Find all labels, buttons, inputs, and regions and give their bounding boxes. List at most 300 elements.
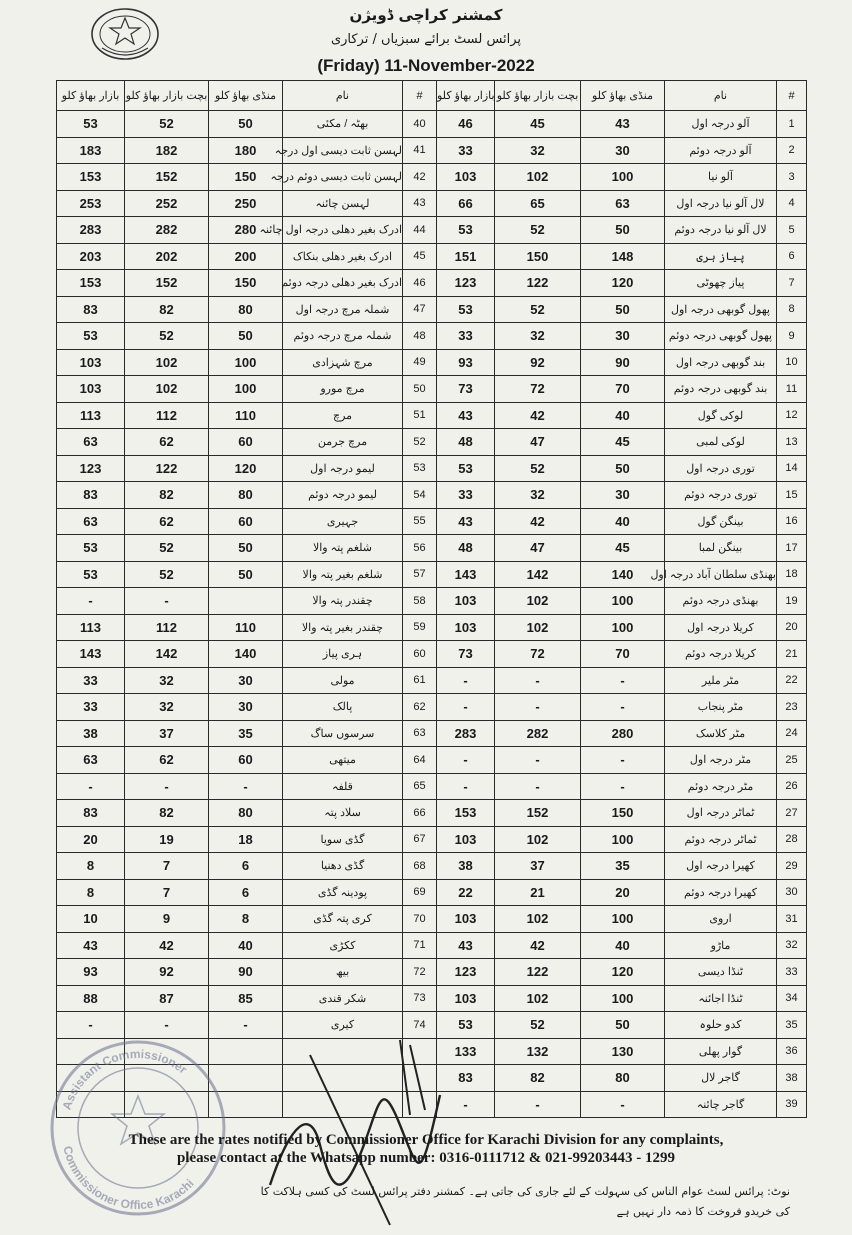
cell-serial-number: 49 bbox=[403, 349, 437, 376]
cell-serial-number: 54 bbox=[403, 482, 437, 509]
cell-bazar-price: - bbox=[437, 773, 495, 800]
cell-bazar-price: 63 bbox=[57, 429, 125, 456]
cell-serial-number: 60 bbox=[403, 641, 437, 668]
cell-serial-number: 11 bbox=[777, 376, 807, 403]
cell-serial-number: 21 bbox=[777, 641, 807, 668]
table-row bbox=[437, 853, 807, 880]
cell-item-name: کری پتہ گڈی bbox=[283, 906, 403, 933]
cell-mandi-price: 100 bbox=[581, 906, 665, 933]
table-row bbox=[437, 482, 807, 509]
table-row bbox=[437, 429, 807, 456]
cell-item-name: ادرک بغیر دھلی درجہ اول چائنہ bbox=[283, 217, 403, 244]
svg-text:Assistant Commissioner bbox=[60, 1047, 190, 1112]
cell-serial-number: 31 bbox=[777, 906, 807, 933]
cell-serial-number: 3 bbox=[777, 164, 807, 191]
table-row bbox=[437, 111, 807, 138]
cell-bazar-price: 8 bbox=[57, 853, 125, 880]
table-row bbox=[57, 482, 437, 509]
cell-serial-number: 63 bbox=[403, 720, 437, 747]
cell-mandi-price: 45 bbox=[581, 429, 665, 456]
cell-mandi-price: 40 bbox=[581, 508, 665, 535]
cell-mandi-price: 120 bbox=[581, 959, 665, 986]
cell-bazar-price: 53 bbox=[57, 323, 125, 350]
cell-bachat-price: 47 bbox=[495, 535, 581, 562]
cell-item-name: مولی bbox=[283, 667, 403, 694]
cell-bazar-price: 133 bbox=[437, 1038, 495, 1065]
cell-mandi-price: 63 bbox=[581, 190, 665, 217]
cell-bachat-price: 142 bbox=[495, 561, 581, 588]
cell-bachat-price: 42 bbox=[495, 508, 581, 535]
cell-item-name: کیری bbox=[283, 1012, 403, 1039]
cell-serial-number: 52 bbox=[403, 429, 437, 456]
cell-item-name: گاجر چائنہ bbox=[665, 1091, 777, 1118]
table-row bbox=[57, 243, 437, 270]
table-row bbox=[437, 826, 807, 853]
cell-bachat-price: 65 bbox=[495, 190, 581, 217]
cell-item-name: مرچ جرمن bbox=[283, 429, 403, 456]
cell-mandi-price: 80 bbox=[209, 800, 283, 827]
cell-mandi-price: 110 bbox=[209, 402, 283, 429]
cell-bachat-price: 102 bbox=[495, 614, 581, 641]
table-row bbox=[57, 853, 437, 880]
table-row bbox=[437, 535, 807, 562]
cell-bazar-price: 43 bbox=[437, 402, 495, 429]
cell-mandi-price: 60 bbox=[209, 508, 283, 535]
cell-bazar-price: 93 bbox=[437, 349, 495, 376]
cell-bazar-price: - bbox=[57, 588, 125, 615]
cell-bachat-price: 122 bbox=[125, 455, 209, 482]
table-row bbox=[437, 906, 807, 933]
cell-bachat-price: - bbox=[495, 773, 581, 800]
cell-mandi-price: 110 bbox=[209, 614, 283, 641]
cell-serial-number: 32 bbox=[777, 932, 807, 959]
column-header-bazar: بازار بھاؤ کلو bbox=[57, 81, 125, 111]
cell-bazar-price: 73 bbox=[437, 641, 495, 668]
cell-bachat-price: 122 bbox=[495, 959, 581, 986]
cell-mandi-price: 60 bbox=[209, 429, 283, 456]
cell-bazar-price: 66 bbox=[437, 190, 495, 217]
price-table-left bbox=[56, 80, 437, 1118]
cell-item-name: لال آلو نیا درجہ دوئم bbox=[665, 217, 777, 244]
cell-mandi-price: 30 bbox=[209, 667, 283, 694]
column-header-bachat: بچت بازار بھاؤ کلو bbox=[125, 81, 209, 111]
table-row bbox=[57, 429, 437, 456]
cell-serial-number: 62 bbox=[403, 694, 437, 721]
cell-bachat-price: - bbox=[125, 588, 209, 615]
column-header-mandi: منڈی بھاؤ کلو bbox=[581, 81, 665, 111]
cell-serial-number: 58 bbox=[403, 588, 437, 615]
table-row bbox=[57, 508, 437, 535]
cell-mandi-price: 100 bbox=[209, 376, 283, 403]
cell-serial-number: 61 bbox=[403, 667, 437, 694]
cell-bachat-price: 62 bbox=[125, 508, 209, 535]
cell-serial-number: 72 bbox=[403, 959, 437, 986]
cell-bachat-price: 52 bbox=[125, 323, 209, 350]
cell-item-name: لہسن ثابت دیسی اول درجہ bbox=[283, 137, 403, 164]
cell-bachat-price: 47 bbox=[495, 429, 581, 456]
cell-bazar-price: 53 bbox=[57, 111, 125, 138]
cell-serial-number: 27 bbox=[777, 800, 807, 827]
cell-item-name: پیاز ہری bbox=[665, 243, 777, 270]
cell-item-name: بینگن لمبا bbox=[665, 535, 777, 562]
cell-bachat-price: 102 bbox=[125, 376, 209, 403]
table-header-row bbox=[57, 81, 437, 111]
table-row bbox=[437, 323, 807, 350]
cell-mandi-price: 50 bbox=[209, 561, 283, 588]
cell-bachat-price: 52 bbox=[495, 296, 581, 323]
cell-bazar-price: 83 bbox=[57, 800, 125, 827]
cell-item-name: لہسن چائنہ bbox=[283, 190, 403, 217]
cell-item-name: چقندر بغیر پتہ والا bbox=[283, 614, 403, 641]
cell-serial-number: 68 bbox=[403, 853, 437, 880]
cell-bazar-price: 53 bbox=[437, 217, 495, 244]
cell-bazar-price: 153 bbox=[437, 800, 495, 827]
cell-item-name: بینگن گول bbox=[665, 508, 777, 535]
cell-bachat-price: 92 bbox=[495, 349, 581, 376]
table-row bbox=[57, 296, 437, 323]
cell-mandi-price: 150 bbox=[209, 164, 283, 191]
table-row bbox=[57, 455, 437, 482]
cell-serial-number: 50 bbox=[403, 376, 437, 403]
cell-serial-number: 10 bbox=[777, 349, 807, 376]
cell-bazar-price: 153 bbox=[57, 164, 125, 191]
cell-bazar-price: 53 bbox=[437, 1012, 495, 1039]
cell-mandi-price: - bbox=[581, 667, 665, 694]
cell-bazar-price: 63 bbox=[57, 508, 125, 535]
cell-serial-number: 20 bbox=[777, 614, 807, 641]
cell-mandi-price: - bbox=[581, 773, 665, 800]
table-row bbox=[437, 1065, 807, 1092]
cell-serial-number: 70 bbox=[403, 906, 437, 933]
cell-mandi-price: 60 bbox=[209, 747, 283, 774]
cell-serial-number: 51 bbox=[403, 402, 437, 429]
cell-mandi-price: 150 bbox=[581, 800, 665, 827]
cell-bachat-price: 132 bbox=[495, 1038, 581, 1065]
cell-bazar-price: 43 bbox=[437, 932, 495, 959]
cell-bachat-price: 21 bbox=[495, 879, 581, 906]
cell-serial-number: 1 bbox=[777, 111, 807, 138]
table-row bbox=[437, 1012, 807, 1039]
cell-bachat-price: 102 bbox=[125, 349, 209, 376]
page-subtitle: پرائس لسٹ برائے سبزیاں / ترکاری bbox=[330, 32, 522, 47]
cell-item-name: آلو درجہ اول bbox=[665, 111, 777, 138]
stamp-outer-text: Assistant Commissioner bbox=[59, 1046, 190, 1112]
price-table-right bbox=[436, 80, 807, 1118]
table-row bbox=[437, 243, 807, 270]
cell-bazar-price: 8 bbox=[57, 879, 125, 906]
cell-item-name: پھول گوبھی درجہ اول bbox=[665, 296, 777, 323]
cell-serial-number: 23 bbox=[777, 694, 807, 721]
cell-item-name: ٹماٹر درجہ اول bbox=[665, 800, 777, 827]
cell-bachat-price: 152 bbox=[125, 164, 209, 191]
table-row bbox=[437, 800, 807, 827]
cell-bachat-price: 112 bbox=[125, 402, 209, 429]
cell-mandi-price: 20 bbox=[581, 879, 665, 906]
cell-item-name: ماڑو bbox=[665, 932, 777, 959]
table-row bbox=[57, 111, 437, 138]
cell-item-name: اروی bbox=[665, 906, 777, 933]
cell-serial-number: 12 bbox=[777, 402, 807, 429]
cell-item-name: گڈی سویا bbox=[283, 826, 403, 853]
table-row bbox=[57, 614, 437, 641]
table-row bbox=[57, 773, 437, 800]
cell-bachat-price: 37 bbox=[125, 720, 209, 747]
cell-bazar-price: 63 bbox=[57, 747, 125, 774]
cell-item-name: شملہ مرچ درجہ اول bbox=[283, 296, 403, 323]
cell-bachat-price: 52 bbox=[495, 217, 581, 244]
cell-item-name: پیاز چھوٹی bbox=[665, 270, 777, 297]
column-header-name: نام bbox=[665, 81, 777, 111]
cell-bazar-price: 53 bbox=[57, 561, 125, 588]
cell-serial-number: 25 bbox=[777, 747, 807, 774]
cell-bachat-price: 282 bbox=[125, 217, 209, 244]
cell-serial-number: 55 bbox=[403, 508, 437, 535]
cell-bachat-price: 52 bbox=[125, 561, 209, 588]
cell-mandi-price: 50 bbox=[209, 323, 283, 350]
cell-mandi-price: 180 bbox=[209, 137, 283, 164]
cell-bazar-price: 143 bbox=[437, 561, 495, 588]
table-row bbox=[437, 137, 807, 164]
cell-mandi-price: 100 bbox=[581, 588, 665, 615]
cell-bazar-price: 83 bbox=[57, 482, 125, 509]
cell-serial-number: 4 bbox=[777, 190, 807, 217]
cell-item-name: ٹنڈا دیسی bbox=[665, 959, 777, 986]
table-row bbox=[57, 641, 437, 668]
cell-bachat-price: 42 bbox=[495, 932, 581, 959]
cell-mandi-price bbox=[209, 588, 283, 615]
cell-bazar-price: 33 bbox=[437, 482, 495, 509]
cell-item-name: بیھ bbox=[283, 959, 403, 986]
cell-mandi-price: 8 bbox=[209, 906, 283, 933]
table-row bbox=[57, 906, 437, 933]
cell-item-name: ٹنڈا اجائنہ bbox=[665, 985, 777, 1012]
table-row bbox=[57, 588, 437, 615]
stamp-inner-text: Commissioner Office Karachi bbox=[60, 1144, 197, 1213]
table-row bbox=[57, 137, 437, 164]
table-row bbox=[437, 455, 807, 482]
cell-mandi-price: 30 bbox=[581, 482, 665, 509]
cell-bachat-price: 102 bbox=[495, 826, 581, 853]
cell-serial-number: 8 bbox=[777, 296, 807, 323]
cell-bazar-price: 53 bbox=[437, 296, 495, 323]
cell-mandi-price: 50 bbox=[581, 217, 665, 244]
cell-mandi-price: 280 bbox=[581, 720, 665, 747]
cell-bazar-price: 253 bbox=[57, 190, 125, 217]
cell-bachat-price: 45 bbox=[495, 111, 581, 138]
cell-mandi-price: - bbox=[209, 773, 283, 800]
cell-item-name: ہری پیاز bbox=[283, 641, 403, 668]
table-row bbox=[437, 402, 807, 429]
table-row bbox=[437, 217, 807, 244]
table-row bbox=[437, 296, 807, 323]
cell-serial-number: 53 bbox=[403, 455, 437, 482]
cell-serial-number: 71 bbox=[403, 932, 437, 959]
cell-item-name: مٹر درجہ دوئم bbox=[665, 773, 777, 800]
cell-serial-number: 66 bbox=[403, 800, 437, 827]
cell-item-name: پودینہ گڈی bbox=[283, 879, 403, 906]
table-row bbox=[57, 826, 437, 853]
cell-bachat-price: 52 bbox=[125, 535, 209, 562]
cell-bachat-price: 102 bbox=[495, 985, 581, 1012]
cell-serial-number: 9 bbox=[777, 323, 807, 350]
cell-bachat-price: 32 bbox=[125, 694, 209, 721]
table-row bbox=[57, 190, 437, 217]
cell-bachat-price: 82 bbox=[495, 1065, 581, 1092]
cell-bachat-price: 102 bbox=[495, 164, 581, 191]
table-row bbox=[437, 747, 807, 774]
cell-bachat-price: - bbox=[125, 773, 209, 800]
cell-bachat-price: 42 bbox=[495, 402, 581, 429]
cell-mandi-price: 80 bbox=[209, 296, 283, 323]
cell-item-name: توری درجہ اول bbox=[665, 455, 777, 482]
cell-item-name: بھٹہ / مکئی bbox=[283, 111, 403, 138]
cell-serial-number: 64 bbox=[403, 747, 437, 774]
cell-bazar-price: 33 bbox=[57, 667, 125, 694]
cell-bazar-price: 113 bbox=[57, 402, 125, 429]
cell-item-name: مٹر پنجاب bbox=[665, 694, 777, 721]
cell-serial-number: 22 bbox=[777, 667, 807, 694]
cell-bazar-price: 33 bbox=[437, 323, 495, 350]
cell-bazar-price: 53 bbox=[437, 455, 495, 482]
cell-bachat-price: 252 bbox=[125, 190, 209, 217]
table-row bbox=[437, 985, 807, 1012]
cell-item-name: توری درجہ دوئم bbox=[665, 482, 777, 509]
table-row bbox=[437, 720, 807, 747]
cell-item-name: ادرک بغیر دھلی درجہ دوئم bbox=[283, 270, 403, 297]
cell-mandi-price: 50 bbox=[581, 455, 665, 482]
cell-bazar-price: 48 bbox=[437, 429, 495, 456]
cell-bazar-price: 283 bbox=[57, 217, 125, 244]
cell-bazar-price: - bbox=[57, 773, 125, 800]
table-row bbox=[57, 667, 437, 694]
cell-serial-number: 38 bbox=[777, 1065, 807, 1092]
cell-bazar-price: 53 bbox=[57, 535, 125, 562]
cell-bazar-price: - bbox=[57, 1012, 125, 1039]
cell-bazar-price: 73 bbox=[437, 376, 495, 403]
table-row bbox=[437, 376, 807, 403]
cell-bazar-price: 83 bbox=[437, 1065, 495, 1092]
cell-serial-number: 33 bbox=[777, 959, 807, 986]
cell-serial-number: 2 bbox=[777, 137, 807, 164]
table-row bbox=[57, 402, 437, 429]
cell-mandi-price: 30 bbox=[581, 323, 665, 350]
page-date: (Friday) 11-November-2022 bbox=[317, 56, 535, 75]
table-row bbox=[57, 561, 437, 588]
cell-bazar-price: 93 bbox=[57, 959, 125, 986]
cell-item-name: کھیرا درجہ اول bbox=[665, 853, 777, 880]
cell-mandi-price: 50 bbox=[581, 1012, 665, 1039]
cell-bachat-price: 82 bbox=[125, 482, 209, 509]
cell-mandi-price: 40 bbox=[581, 932, 665, 959]
cell-mandi-price: 85 bbox=[209, 985, 283, 1012]
table-row bbox=[437, 667, 807, 694]
cell-bazar-price: 103 bbox=[437, 164, 495, 191]
table-row bbox=[437, 588, 807, 615]
cell-serial-number: 34 bbox=[777, 985, 807, 1012]
cell-serial-number: 46 bbox=[403, 270, 437, 297]
cell-serial-number: 14 bbox=[777, 455, 807, 482]
cell-serial-number: 15 bbox=[777, 482, 807, 509]
cell-serial-number: 41 bbox=[403, 137, 437, 164]
cell-bachat-price: - bbox=[125, 1012, 209, 1039]
cell-bazar-price: 143 bbox=[57, 641, 125, 668]
cell-bazar-price: 33 bbox=[437, 137, 495, 164]
table-row bbox=[437, 561, 807, 588]
cell-item-name: شلغم پتہ والا bbox=[283, 535, 403, 562]
table-row bbox=[57, 747, 437, 774]
cell-bachat-price: 122 bbox=[495, 270, 581, 297]
cell-bazar-price: - bbox=[437, 694, 495, 721]
cell-mandi-price: 80 bbox=[581, 1065, 665, 1092]
table-row bbox=[57, 720, 437, 747]
cell-bachat-price: 52 bbox=[125, 111, 209, 138]
cell-serial-number: 16 bbox=[777, 508, 807, 535]
cell-item-name: گوار پھلی bbox=[665, 1038, 777, 1065]
cell-bazar-price: 151 bbox=[437, 243, 495, 270]
cell-serial-number: 13 bbox=[777, 429, 807, 456]
cell-bachat-price: 32 bbox=[495, 137, 581, 164]
cell-bachat-price: 62 bbox=[125, 747, 209, 774]
cell-bachat-price: - bbox=[495, 667, 581, 694]
cell-mandi-price: 35 bbox=[209, 720, 283, 747]
cell-bazar-price: 123 bbox=[437, 270, 495, 297]
cell-bachat-price: 102 bbox=[495, 588, 581, 615]
cell-bazar-price: 103 bbox=[437, 614, 495, 641]
column-header-mandi: منڈی بھاؤ کلو bbox=[209, 81, 283, 111]
cell-serial-number: 65 bbox=[403, 773, 437, 800]
cell-bazar-price: 153 bbox=[57, 270, 125, 297]
cell-item-name: لہسن ثابت دیسی دوئم درجہ bbox=[283, 164, 403, 191]
cell-serial-number: 48 bbox=[403, 323, 437, 350]
cell-bachat-price: 152 bbox=[125, 270, 209, 297]
cell-mandi-price: - bbox=[581, 694, 665, 721]
cell-item-name: کریلا درجہ دوئم bbox=[665, 641, 777, 668]
table-row bbox=[437, 694, 807, 721]
cell-item-name: کھیرا درجہ دوئم bbox=[665, 879, 777, 906]
cell-bachat-price: 182 bbox=[125, 137, 209, 164]
table-row bbox=[57, 694, 437, 721]
cell-bazar-price: 38 bbox=[437, 853, 495, 880]
cell-bachat-price: 7 bbox=[125, 853, 209, 880]
cell-bachat-price: 152 bbox=[495, 800, 581, 827]
table-row bbox=[57, 349, 437, 376]
cell-item-name: مٹر ملیر bbox=[665, 667, 777, 694]
cell-mandi-price: 50 bbox=[209, 111, 283, 138]
cell-item-name: ٹماٹر درجہ دوئم bbox=[665, 826, 777, 853]
cell-item-name: بند گوبھی درجہ اول bbox=[665, 349, 777, 376]
cell-mandi-price: 45 bbox=[581, 535, 665, 562]
cell-serial-number: 35 bbox=[777, 1012, 807, 1039]
cell-mandi-price: 30 bbox=[209, 694, 283, 721]
table-row bbox=[437, 1038, 807, 1065]
cell-bachat-price: 19 bbox=[125, 826, 209, 853]
table-row bbox=[57, 535, 437, 562]
cell-item-name: لوکی گول bbox=[665, 402, 777, 429]
cell-bachat-price: 102 bbox=[495, 906, 581, 933]
cell-mandi-price: 40 bbox=[209, 932, 283, 959]
cell-mandi-price: 18 bbox=[209, 826, 283, 853]
cell-mandi-price: 70 bbox=[581, 376, 665, 403]
footer-note-line-1: نوٹ: پرائس لسٹ عوام الناس کی سہولت کے لئے جاری کی جاتی ہے۔ کمشنر دفتر پرائس لسٹ کی کسی ہلاکت کا bbox=[260, 1185, 790, 1198]
cell-bazar-price: 183 bbox=[57, 137, 125, 164]
cell-item-name: لیمو درجہ اول bbox=[283, 455, 403, 482]
cell-bazar-price: 123 bbox=[57, 455, 125, 482]
cell-item-name: مٹر کلاسک bbox=[665, 720, 777, 747]
column-header-sn: # bbox=[777, 81, 807, 111]
cell-mandi-price: 280 bbox=[209, 217, 283, 244]
column-header-bachat: بچت بازار بھاؤ کلو bbox=[495, 81, 581, 111]
cell-item-name: شلغم بغیر پتہ والا bbox=[283, 561, 403, 588]
